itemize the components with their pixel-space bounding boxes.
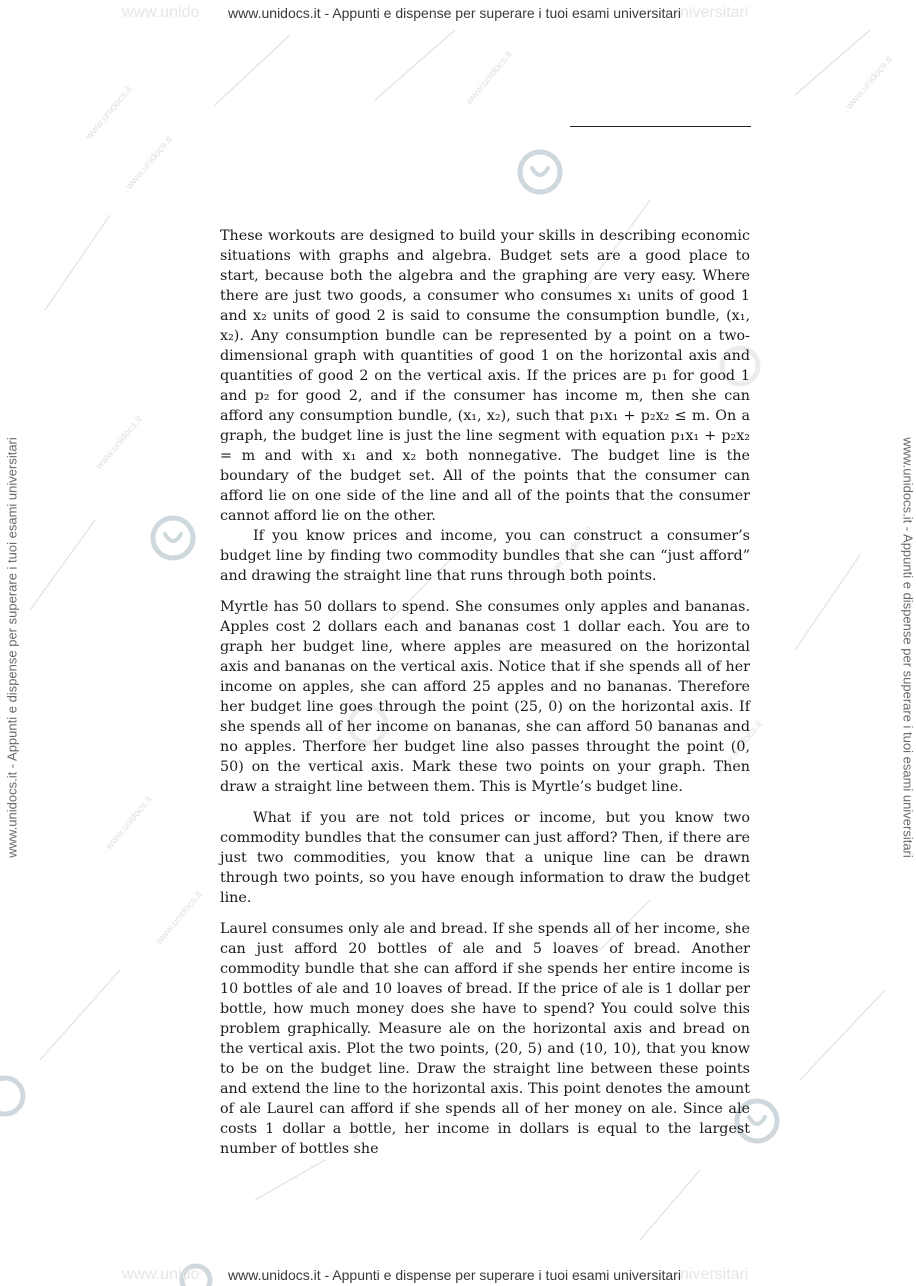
watermark-side-left: www.unidocs.it - Appunti e dispense per superare i tuoi esami universitari [4, 437, 20, 858]
svg-text:www.unidocs.it: www.unidocs.it [843, 54, 895, 112]
svg-text:www.unidocs.it: www.unidocs.it [83, 84, 135, 142]
paragraph-myrtle: Myrtle has 50 dollars to spend. She consumes only apples and bananas. Apples cost 2 dollars each and bananas cost 1 dollar each. You are to graph her budget line, where apples are measured on the horizontal axis and bananas on the vertical axis. Notice that if she spends all of her income on apples, she can afford 25 apples and no bananas. Therefore her budget line goes through the point (25, 0) on the horizontal axis. If she spends all of her income on bananas, she can afford 50 bananas and no apples. Therfore her budget line also passes throught the point (0, 50) on the vertical axis. Mark these two points on your graph. Then draw a straight line between them. This is Myrtle’s budget line. [220, 599, 750, 795]
watermark-ghost-right: niversitari [680, 4, 749, 21]
watermark-ghost-left-bottom: www.unido [122, 1266, 200, 1283]
watermark-ghost-right-bottom: niversitari [680, 1266, 749, 1283]
svg-text:www.unidocs.it: www.unidocs.it [543, 524, 595, 582]
header-rule [570, 126, 751, 127]
svg-text:www.unidocs.it: www.unidocs.it [103, 794, 155, 852]
svg-text:www.unidocs.it: www.unidocs.it [123, 134, 175, 192]
document-body [220, 226, 750, 1159]
svg-text:www.unidocs.it: www.unidocs.it [713, 719, 765, 777]
paragraph-construct: If you know prices and income, you can construct a consumer’s budget line by finding two commodity bundles that she can “just afford” and drawing the straight line that runs through both points. [220, 528, 750, 584]
svg-text:www.unidocs.it: www.unidocs.it [348, 1084, 400, 1142]
svg-text:www.unidocs.it: www.unidocs.it [93, 414, 145, 472]
paragraph-two-bundles: What if you are not told prices or income, but you know two commodity bundles that the consumer can just afford? Then, if there are just two commodities, you know that a unique line can be drawn through two points, so you have enough information to draw the budget line. [220, 810, 750, 906]
paragraph-laurel: Laurel consumes only ale and bread. If she spends all of her income, she can just afford 20 bottles of ale and 5 loaves of bread. Another commodity bundle that she can afford if she spends her entire income is 10 bottles of ale and 10 loaves of bread. If the price of ale is 1 dollar per bottle, how much money does she have to spend? You could solve this problem graphically. Measure ale on the horizontal axis and bread on the vertical axis. Plot the two points, (20, 5) and (10, 10), that you know to be on the budget line. Draw the straight line between these points and extend the line to the horizontal axis. This point denotes the amount of ale Laurel can afford if she spends all of her money on ale. Since ale costs 1 dollar a bottle, her income in dollars is equal to the largest number of bottles she [220, 921, 750, 1157]
paragraph-intro: These workouts are designed to build your skills in describing economic situations with graphs and algebra. Budget sets are a good place to start, because both the algebra and the graphing are very easy. Where there are just two goods, a consumer who consumes x₁ units of good 1 and x₂ units of good 2 is said to consume the consumption bundle, (x₁, x₂). Any consumption bundle can be represented by a point on a two-dimensional graph with quantities of good 1 on the horizontal axis and quantities of good 2 on the vertical axis. If the prices are p₁ for good 1 and p₂ for good 2, and if the consumer has income m, then she can afford any consumption bundle, (x₁, x₂), such that p₁x₁ + p₂x₂ ≤ m. On a graph, the budget line is just the line segment with equation p₁x₁ + p₂x₂ = m and with x₁ and x₂ both nonnegative. The budget line is the boundary of the budget set. All of the points that the consumer can afford lie on one side of the line and all of the points that the consumer cannot afford lie on the other. [220, 228, 750, 524]
watermark-banner-top[interactable]: www.unidocs.it - Appunti e dispense per superare i tuoi esami universitari [228, 5, 681, 21]
watermark-ghost-left: www.unido [122, 4, 200, 21]
svg-text:www.unidocs.it: www.unidocs.it [463, 49, 515, 107]
watermark-side-right: www.unidocs.it - Appunti e dispense per superare i tuoi esami universitari [900, 437, 916, 858]
svg-text:www.unidocs.it: www.unidocs.it [153, 889, 205, 947]
watermark-banner-bottom[interactable]: www.unidocs.it - Appunti e dispense per superare i tuoi esami universitari [228, 1267, 681, 1283]
